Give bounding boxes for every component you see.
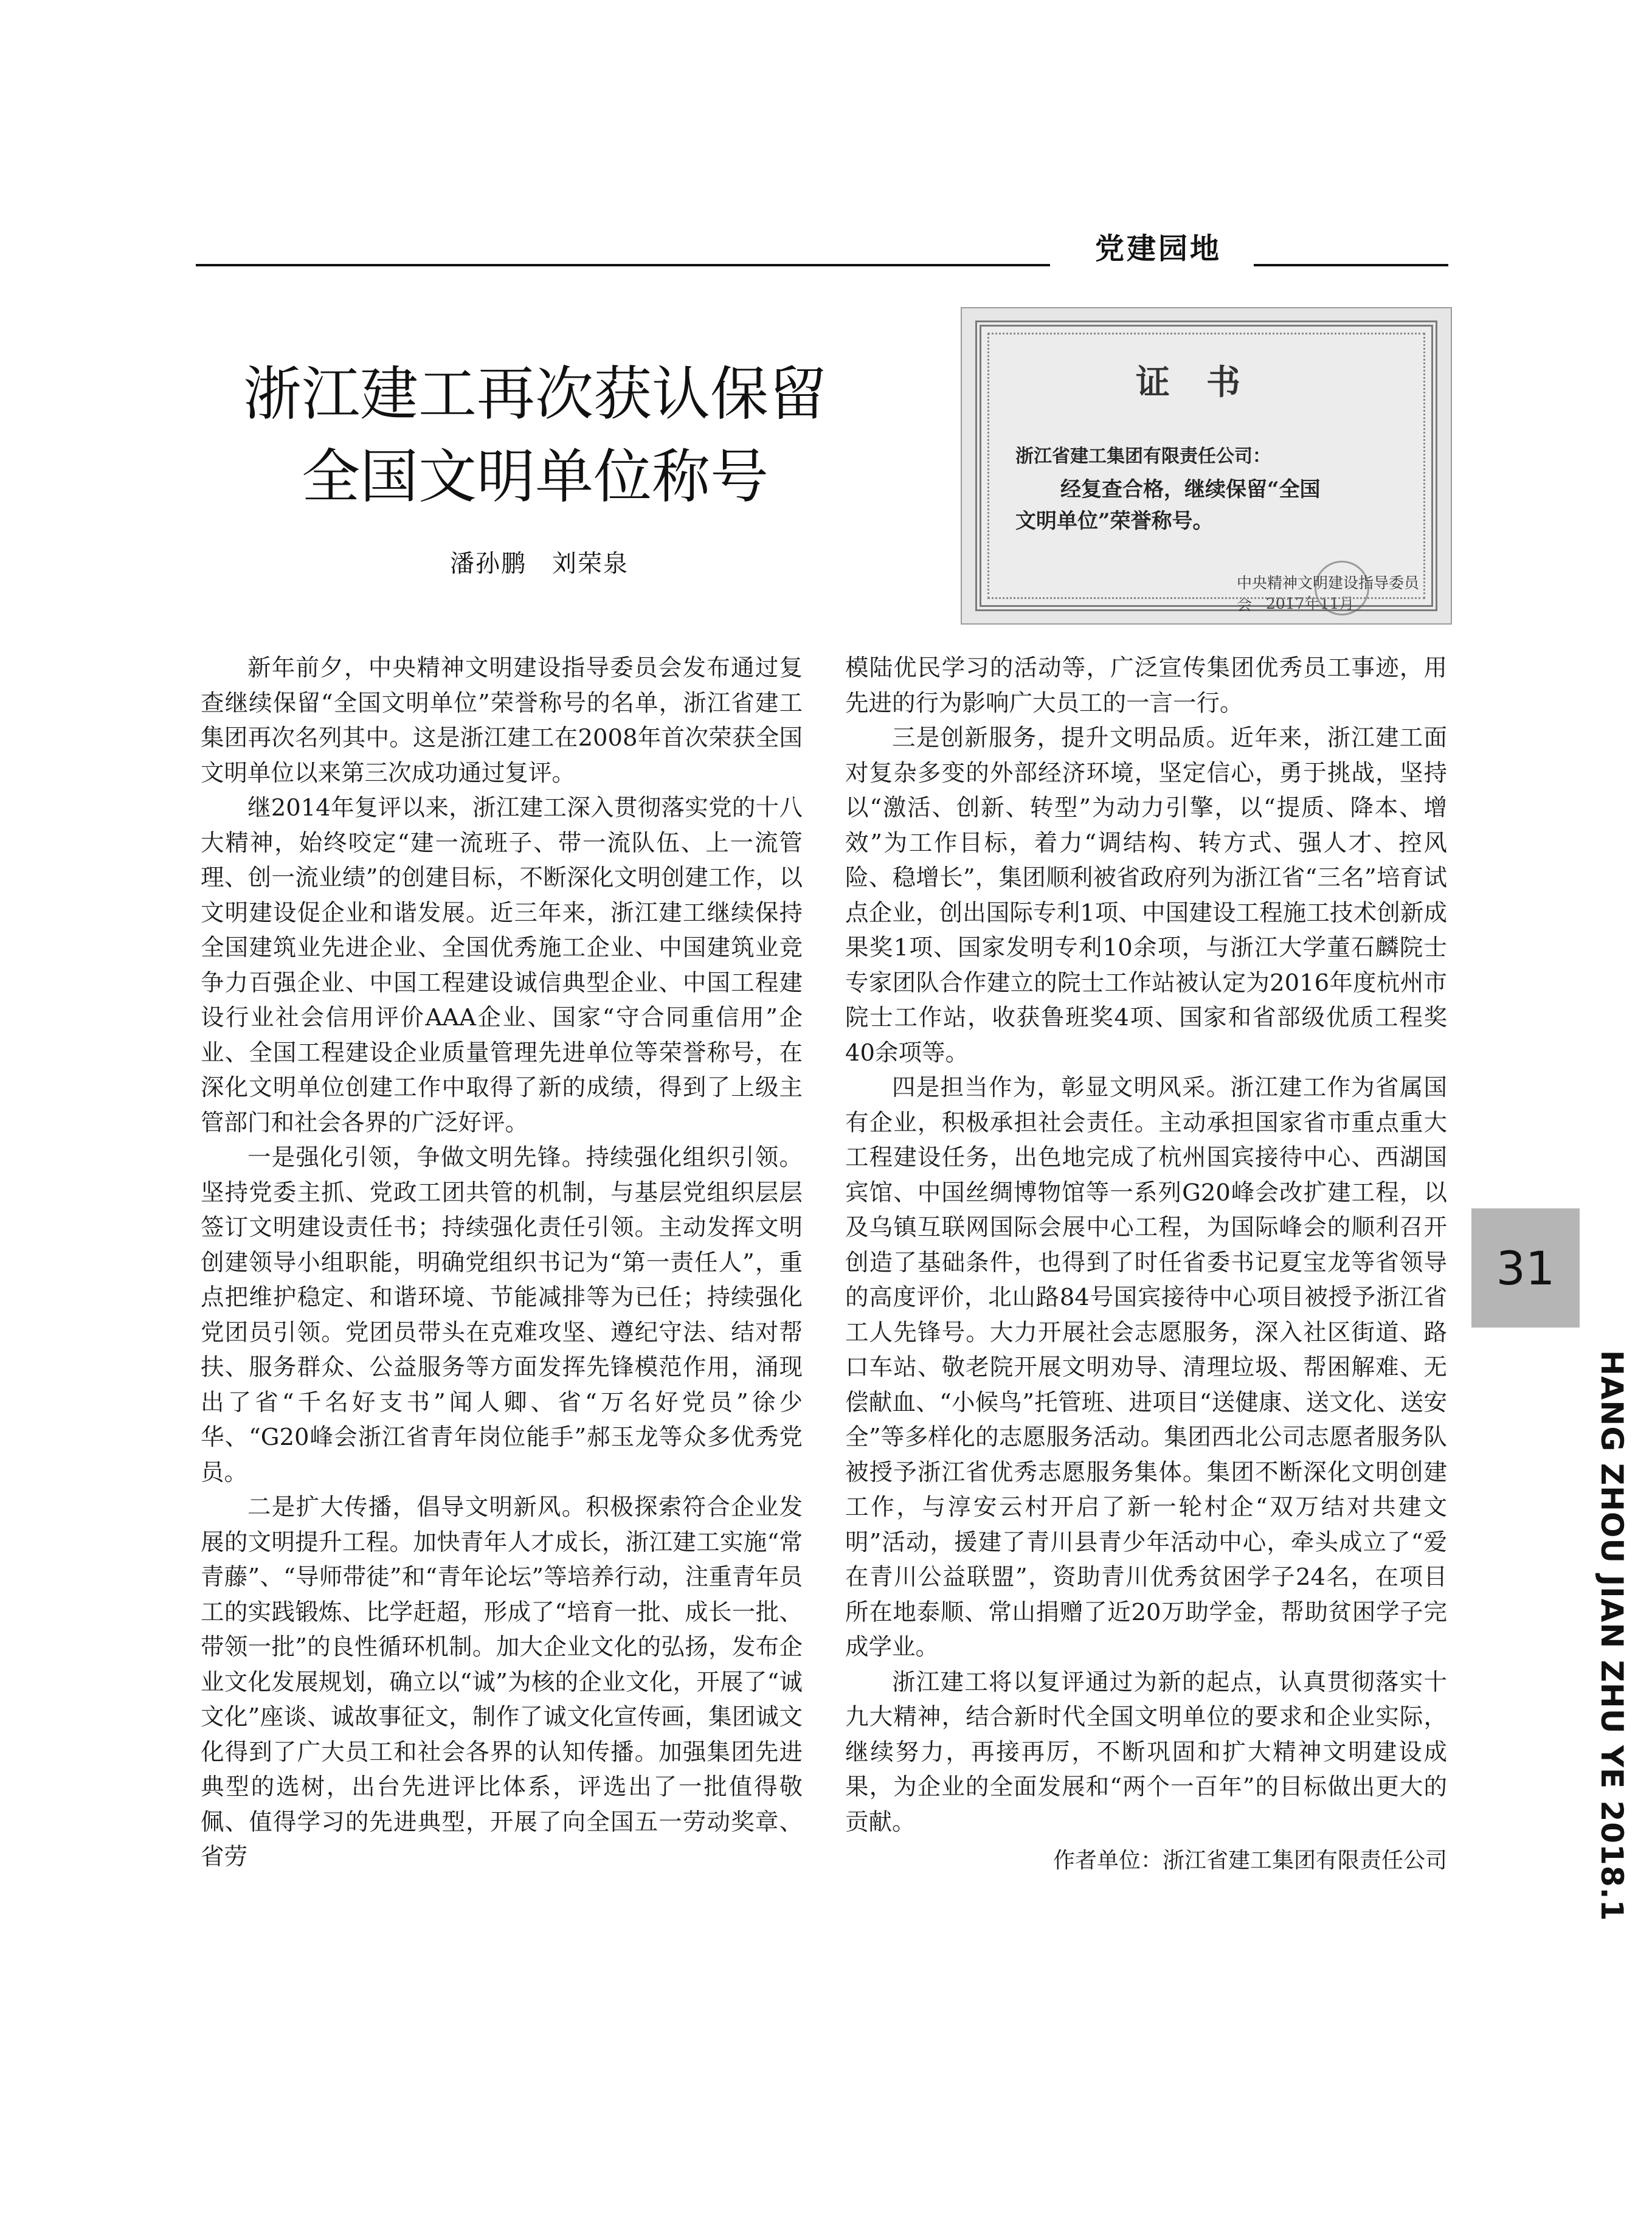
page-number-tab xyxy=(1471,1208,1580,1328)
header-rule-right xyxy=(1254,264,1448,266)
paragraph: 四是担当作为，彰显文明风采。浙江建工作为省属国有企业，积极承担社会责任。主动承担国家省市重点重大工程建设任务，出色地完成了杭州国宾接待中心、西湖国宾馆、中国丝绸博物馆等一系列G20峰会改扩建工程，以及乌镇互联网国际会展中心工程，为国际峰会的顺利召开创造了基础条件，也得到了时任省委书记夏宝龙等省领导的高度评价，北山路84号国宾接待中心项目被授予浙江省工人先锋号。大力开展社会志愿服务，深入社区街道、路口车站、敬老院开展文明劝导、清理垃圾、帮困解难、无偿献血、“小候鸟”托管班、进项目“送健康、送文化、送安全”等多样化的志愿服务活动。集团西北公司志愿者服务队被授予浙江省优秀志愿服务集体。集团不断深化文明创建工作，与淳安云村开启了新一轮村企“双万结对共建文明”活动，援建了青川县青少年活动中心，牵头成立了“爱在青川公益联盟”，资助青川优秀贫困学子24名，在项目所在地泰顺、常山捐赠了近20万助学金，帮助贫困学子完成学业。 xyxy=(845,1074,1447,1661)
paragraph: 浙江建工将以复评通过为新的起点，认真贯彻落实十九大精神，结合新时代全国文明单位的要求和企业实际，继续努力，再接再厉，不断巩固和扩大精神文明建设成果，为企业的全面发展和“两个一百年”的目标做出更大的贡献。 xyxy=(845,1668,1447,1836)
certificate-image xyxy=(961,307,1452,625)
header-rule-left xyxy=(196,264,1050,266)
certificate-text-line2: 文明单位”荣誉称号。 xyxy=(1015,509,1214,533)
article-column-left xyxy=(201,651,803,1875)
article-authors: 潘孙鹏 刘荣泉 xyxy=(450,550,629,578)
paragraph: 新年前夕，中央精神文明建设指导委员会发布通过复查继续保留“全国文明单位”荣誉称号的名单，浙江省建工集团再次名列其中。这是浙江建工在2008年首次荣获全国文明单位以来第三次成功通过复评。 xyxy=(201,654,803,787)
paragraph: 二是扩大传播，倡导文明新风。积极探索符合企业发展的文明提升工程。加快青年人才成长，浙江建工实施“常青藤”、“导师带徒”和“青年论坛”等培养行动，注重青年员工的实践锻炼、比学赶超，形成了“培育一批、成长一批、带领一批”的良性循环机制。加大企业文化的弘扬，发布企业文化发展规划，确立以“诚”为核的企业文化，开展了“诚文化”座谈、诚故事征文，制作了诚文化宣传画，集团诚文化得到了广大员工和社会各界的认知传播。加强集团先进典型的选树，出台先进评比体系，评选出了一批值得敬佩、值得学习的先进典型，开展了向全国五一劳动奖章、省劳 xyxy=(201,1494,803,1871)
certificate-date: 2017年11月 xyxy=(1266,595,1355,612)
certificate-frame xyxy=(975,320,1437,614)
article-column-right xyxy=(845,651,1447,1879)
certificate-text-line1: 经复查合格，继续保留“全国 xyxy=(1060,477,1321,502)
certificate-issuer: 中央精神文明建设指导委员会 xyxy=(1237,574,1420,614)
paragraph: 模陆优民学习的活动等，广泛宣传集团优秀员工事迹，用先进的行为影响广大员工的一言一行。 xyxy=(845,654,1447,717)
paragraph: 一是强化引领，争做文明先锋。持续强化组织引领。坚持党委主抓、党政工团共管的机制，与基层党组织层层签订文明建设责任书；持续强化责任引领。主动发挥文明创建领导小组职能，明确党组织书记为“第一责任人”，重点把维护稳定、和谐环境、节能减排等为已任；持续强化党团员引领。党团员带头在克难攻坚、遵纪守法、结对帮扶、服务群众、公益服务等方面发挥先锋模范作用，涌现出了省“千名好支书”闻人卿、省“万名好党员”徐少华、“G20峰会浙江省青年岗位能手”郝玉龙等众多优秀党员。 xyxy=(201,1144,803,1486)
article-title-line1: 浙江建工再次获认保留 xyxy=(243,360,827,428)
journal-issue-label: HANG ZHOU JIAN ZHU YE 2018.1 xyxy=(1594,1350,1630,1922)
certificate-title: 证书 xyxy=(1136,362,1277,403)
section-label: 党建园地 xyxy=(1094,232,1222,266)
certificate-recipient: 浙江省建工集团有限责任公司： xyxy=(1015,446,1271,467)
paragraph: 继2014年复评以来，浙江建工深入贯彻落实党的十八大精神，始终咬定“建一流班子、带一流队伍、上一流管理、创一流业绩”的创建目标，不断深化文明创建工作，以文明建设促企业和谐发展。近三年来，浙江建工继续保持全国建筑业先进企业、全国优秀施工企业、中国建筑业竞争力百强企业、中国工程建设诚信典型企业、中国工程建设行业社会信用评价AAA企业、国家“守合同重信用”企业、全国工程建设企业质量管理先进单位等荣誉称号，在深化文明单位创建工作中取得了新的成绩，得到了上级主管部门和社会各界的广泛好评。 xyxy=(201,794,803,1137)
article-title xyxy=(182,353,888,518)
page-number: 31 xyxy=(1496,1241,1555,1295)
author-affiliation: 作者单位：浙江省建工集团有限责任公司 xyxy=(1052,1848,1447,1873)
paragraph: 三是创新服务，提升文明品质。近年来，浙江建工面对复杂多变的外部经济环境，坚定信心，勇于挑战，坚持以“激活、创新、转型”为动力引擎，以“提质、降本、增效”为工作目标，着力“调结构、转方式、强人才、控风险、稳增长”，集团顺利被省政府列为浙江省“三名”培育试点企业，创出国际专利1项、中国建设工程施工技术创新成果奖1项、国家发明专利10余项，与浙江大学董石麟院士专家团队合作建立的院士工作站被认定为2016年度杭州市院士工作站，收获鲁班奖4项、国家和省部级优质工程奖40余项等。 xyxy=(845,724,1447,1067)
article-title-line2: 全国文明单位称号 xyxy=(302,443,769,511)
